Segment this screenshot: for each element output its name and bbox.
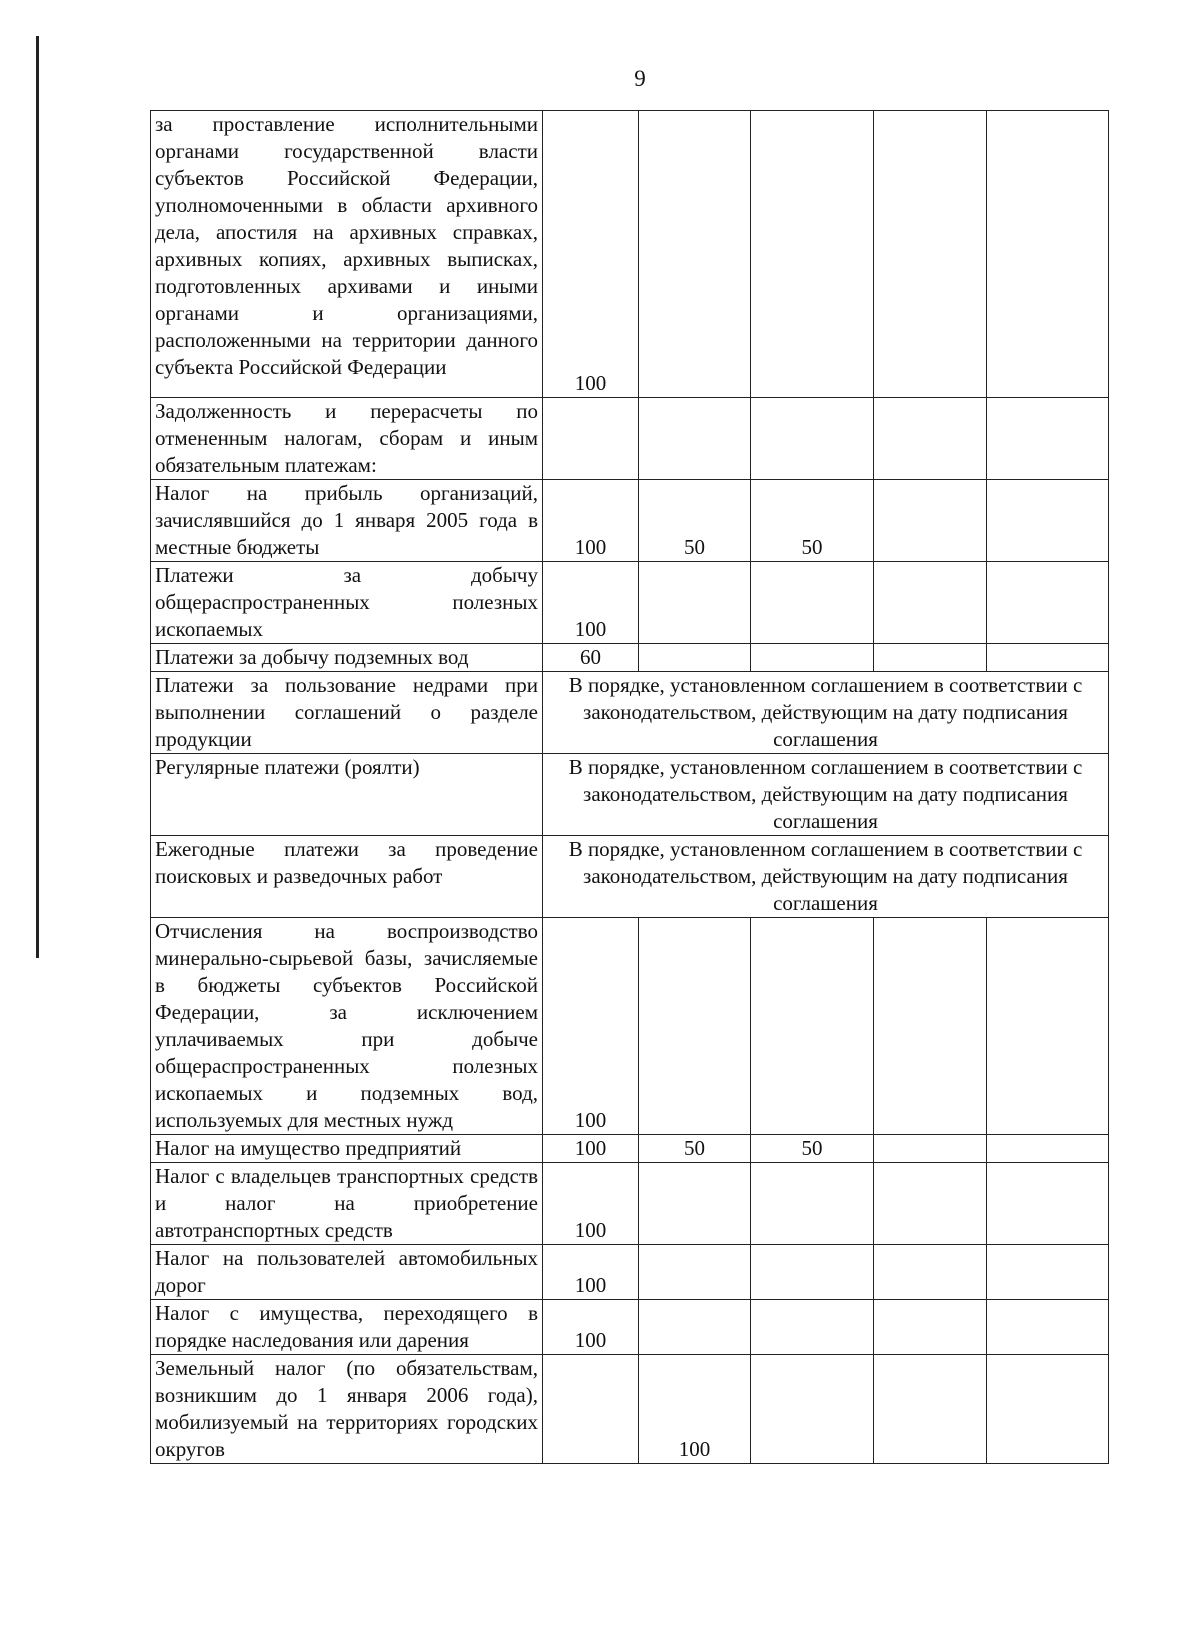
table-row: [151, 754, 1109, 836]
value-cell: [874, 1163, 987, 1245]
value-cell: [987, 1245, 1109, 1300]
row-name-cell: Налог на имущество предприятий: [151, 1135, 543, 1163]
table-row: [151, 1135, 1109, 1163]
table-row: [151, 672, 1109, 754]
value-cell: [874, 918, 987, 1135]
table-row: [151, 398, 1109, 480]
table-row: [151, 1355, 1109, 1464]
value-cell: 50: [751, 480, 874, 562]
value-cell: [874, 480, 987, 562]
left-margin-line: [36, 36, 39, 958]
row-name-cell: Налог на пользователей автомобильных дорог: [151, 1245, 543, 1300]
row-name-cell: Налог с владельцев транспортных средств и налог на приобретение автотранспортных средств: [151, 1163, 543, 1245]
value-cell: [639, 398, 751, 480]
value-cell: [874, 398, 987, 480]
row-name-cell: Налог на прибыль организаций, зачислявшийся до 1 января 2005 года в местные бюджеты: [151, 480, 543, 562]
row-name-cell: Отчисления на воспроизводство минерально-сырьевой базы, зачисляемые в бюджеты субъектов Российской Федерации, за исключением уплачиваемых при добыче общераспространенных полезных ископаемых и подземных вод, используемых для местных нужд: [151, 918, 543, 1135]
value-cell: 60: [543, 644, 639, 672]
value-cell: 100: [543, 480, 639, 562]
value-cell: 100: [543, 1300, 639, 1355]
value-cell: [987, 1300, 1109, 1355]
value-cell: [751, 111, 874, 398]
value-cell: [639, 1245, 751, 1300]
value-cell: [874, 1245, 987, 1300]
value-cell: [987, 111, 1109, 398]
value-cell: 100: [543, 1135, 639, 1163]
value-cell: [751, 1355, 874, 1464]
value-cell: 50: [751, 1135, 874, 1163]
value-cell: 100: [543, 111, 639, 398]
merged-note-cell: В порядке, установленном соглашением в соответствии с законодательством, действующим на дату подписания соглашения: [543, 836, 1109, 918]
table-row: [151, 1245, 1109, 1300]
value-cell: [639, 562, 751, 644]
value-cell: [543, 398, 639, 480]
row-name-cell: Земельный налог (по обязательствам, возникшим до 1 января 2006 года), мобилизуемый на территориях городских округов: [151, 1355, 543, 1464]
table-row: [151, 1163, 1109, 1245]
row-name-cell: за проставление исполнительными органами государственной власти субъектов Российской Федерации, уполномоченными в области архивного дела, апостиля на архивных справках, архивных копиях, архивных выписках, подготовленных архивами и иными органами и организациями, расположенными на территории данного субъекта Российской Федерации: [151, 111, 543, 398]
table-row: [151, 1300, 1109, 1355]
value-cell: [987, 1163, 1109, 1245]
value-cell: 50: [639, 480, 751, 562]
row-name-cell: Регулярные платежи (роялти): [151, 754, 543, 836]
row-name-cell: Налог с имущества, переходящего в порядке наследования или дарения: [151, 1300, 543, 1355]
value-cell: [987, 1355, 1109, 1464]
value-cell: [751, 644, 874, 672]
value-cell: [987, 480, 1109, 562]
value-cell: [751, 1300, 874, 1355]
value-cell: 100: [543, 1245, 639, 1300]
value-cell: [874, 1135, 987, 1163]
value-cell: 50: [639, 1135, 751, 1163]
value-cell: [639, 111, 751, 398]
value-cell: [639, 644, 751, 672]
value-cell: [751, 1245, 874, 1300]
table-row: [151, 644, 1109, 672]
page-number: 9: [634, 66, 646, 91]
value-cell: [751, 562, 874, 644]
value-cell: [751, 398, 874, 480]
value-cell: [639, 1300, 751, 1355]
row-name-cell: Ежегодные платежи за проведение поисковых и разведочных работ: [151, 836, 543, 918]
row-name-cell: Платежи за добычу подземных вод: [151, 644, 543, 672]
merged-note-cell: В порядке, установленном соглашением в соответствии с законодательством, действующим на дату подписания соглашения: [543, 754, 1109, 836]
value-cell: 100: [543, 918, 639, 1135]
row-name-cell: Платежи за добычу общераспространенных полезных ископаемых: [151, 562, 543, 644]
value-cell: [987, 644, 1109, 672]
value-cell: [987, 1135, 1109, 1163]
value-cell: [751, 918, 874, 1135]
row-name-cell: Задолженность и перерасчеты по отмененным налогам, сборам и иным обязательным платежам:: [151, 398, 543, 480]
table-row: [151, 836, 1109, 918]
value-cell: [874, 644, 987, 672]
table-row: [151, 111, 1109, 398]
value-cell: [987, 562, 1109, 644]
value-cell: [874, 1355, 987, 1464]
value-cell: [874, 1300, 987, 1355]
table-body: [151, 111, 1109, 1464]
table-row: [151, 480, 1109, 562]
value-cell: [987, 398, 1109, 480]
value-cell: 100: [543, 562, 639, 644]
value-cell: [874, 111, 987, 398]
table-row: [151, 562, 1109, 644]
value-cell: [639, 918, 751, 1135]
value-cell: [751, 1163, 874, 1245]
budget-distribution-table: [150, 110, 1109, 1464]
value-cell: [543, 1355, 639, 1464]
value-cell: [874, 562, 987, 644]
merged-note-cell: В порядке, установленном соглашением в соответствии с законодательством, действующим на дату подписания соглашения: [543, 672, 1109, 754]
value-cell: [639, 1163, 751, 1245]
row-name-cell: Платежи за пользование недрами при выполнении соглашений о разделе продукции: [151, 672, 543, 754]
value-cell: 100: [543, 1163, 639, 1245]
table-row: [151, 918, 1109, 1135]
value-cell: [987, 918, 1109, 1135]
value-cell: 100: [639, 1355, 751, 1464]
